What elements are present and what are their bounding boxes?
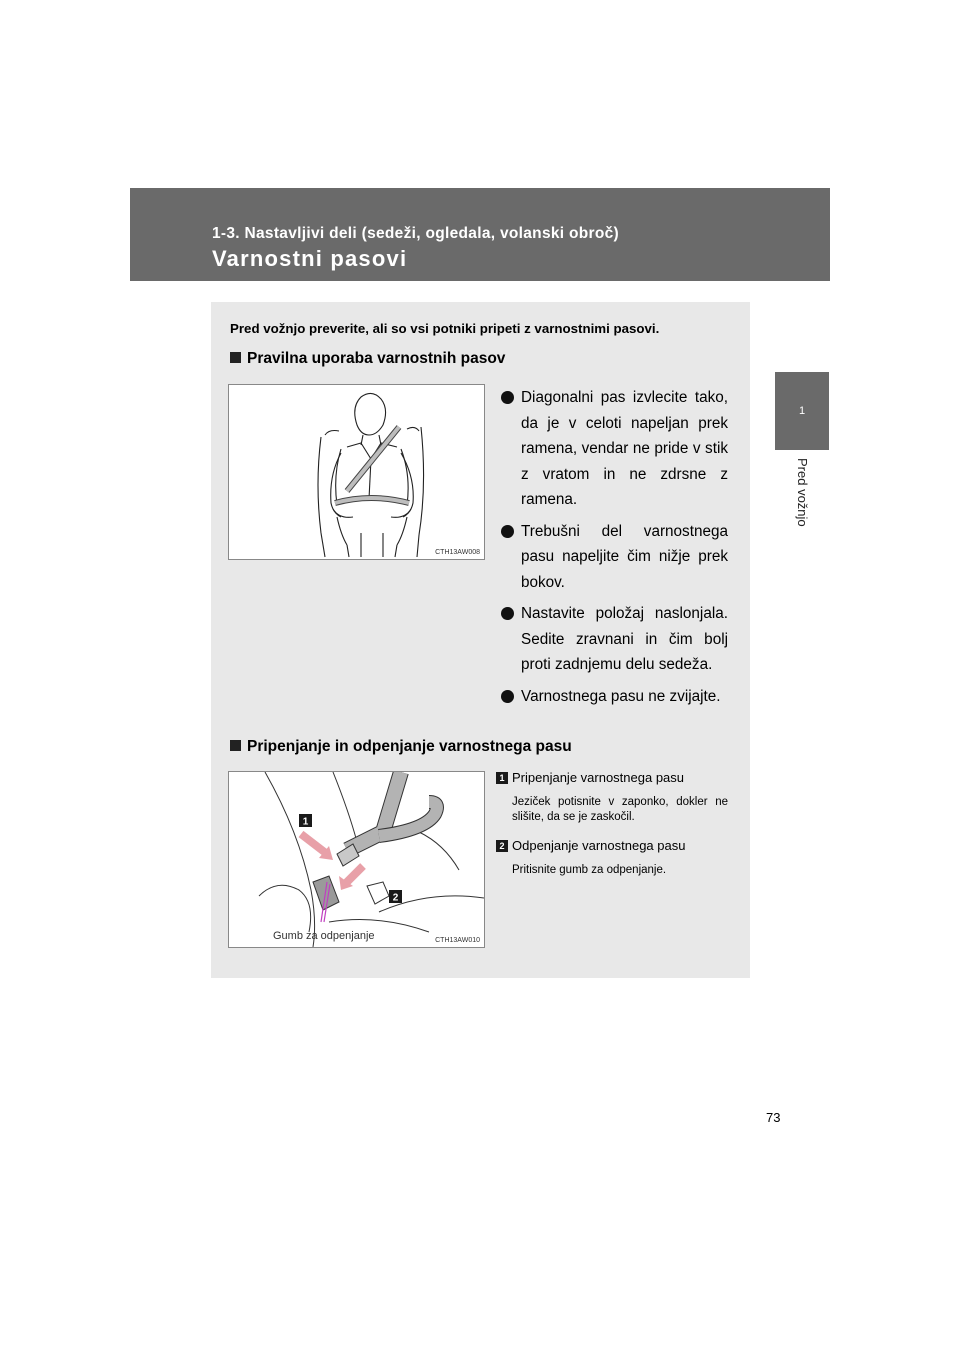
subheading-correct-use — [230, 350, 505, 368]
intro-text: Pred vožnjo preverite, ali so vsi potniki pripeti z varnostnimi pasovi. — [230, 321, 660, 336]
buckle-steps — [496, 769, 728, 890]
chapter-tab — [775, 372, 829, 450]
bullet-dot-icon — [501, 607, 514, 620]
section-heading: 1-3. Nastavljivi deli (sedeži, ogledala, volanski obroč) — [212, 225, 620, 242]
page-title: Varnostni pasovi — [212, 246, 408, 271]
step-number-icon: 2 — [496, 840, 508, 852]
svg-text:2: 2 — [392, 892, 399, 904]
instruction-list — [501, 385, 728, 715]
subheading-text: Pripenjanje in odpenjanje varnostnega pasu — [247, 738, 572, 755]
step-fasten-title: 1 Pripenjanje varnostnega pasu — [496, 769, 728, 787]
bullet-dot-icon — [501, 525, 514, 538]
release-button-label: Gumb za odpenjanje — [273, 930, 375, 942]
buckle-illustration — [229, 772, 484, 947]
figure-code: CTH13AW010 — [435, 937, 480, 944]
step-fasten-description: Jeziček potisnite v zaponko, dokler ne slišite, da se je zaskočil. — [512, 796, 728, 823]
buckle-figure — [228, 771, 485, 948]
svg-text:1: 1 — [302, 816, 309, 828]
seated-person-illustration — [229, 385, 484, 559]
subheading-fastening — [230, 738, 572, 756]
chapter-label: Pred vožnjo — [795, 458, 810, 527]
square-bullet-icon — [230, 740, 241, 751]
figure-code: CTH13AW008 — [435, 549, 480, 556]
bullet-dot-icon — [501, 391, 514, 404]
step-number-icon: 1 — [496, 772, 508, 784]
list-item: Varnostnega pasu ne zvijajte. — [501, 684, 728, 710]
chapter-header — [130, 188, 830, 281]
list-item: Diagonalni pas izvlecite tako, da je v celoti napeljan prek ramena, vendar ne pride v stik z vratom in ne zdrsne z ramena. — [501, 385, 728, 513]
square-bullet-icon — [230, 352, 241, 363]
step-release-title: 2 Odpenjanje varnostnega pasu — [496, 837, 728, 855]
seatbelt-wearing-figure — [228, 384, 485, 560]
bullet-dot-icon — [501, 690, 514, 703]
list-item: Trebušni del varnostnega pasu napeljite čim nižje prek bokov. — [501, 519, 728, 596]
chapter-label-box — [775, 458, 829, 538]
subheading-text: Pravilna uporaba varnostnih pasov — [247, 350, 506, 367]
step-release-description: Pritisnite gumb za odpenjanje. — [512, 864, 667, 876]
content-panel — [211, 302, 750, 978]
list-item: Nastavite položaj naslonjala. Sedite zravnani in čim bolj proti zadnjemu delu sedeža. — [501, 601, 728, 678]
page-number: 73 — [766, 1110, 781, 1125]
chapter-number: 1 — [798, 405, 806, 417]
